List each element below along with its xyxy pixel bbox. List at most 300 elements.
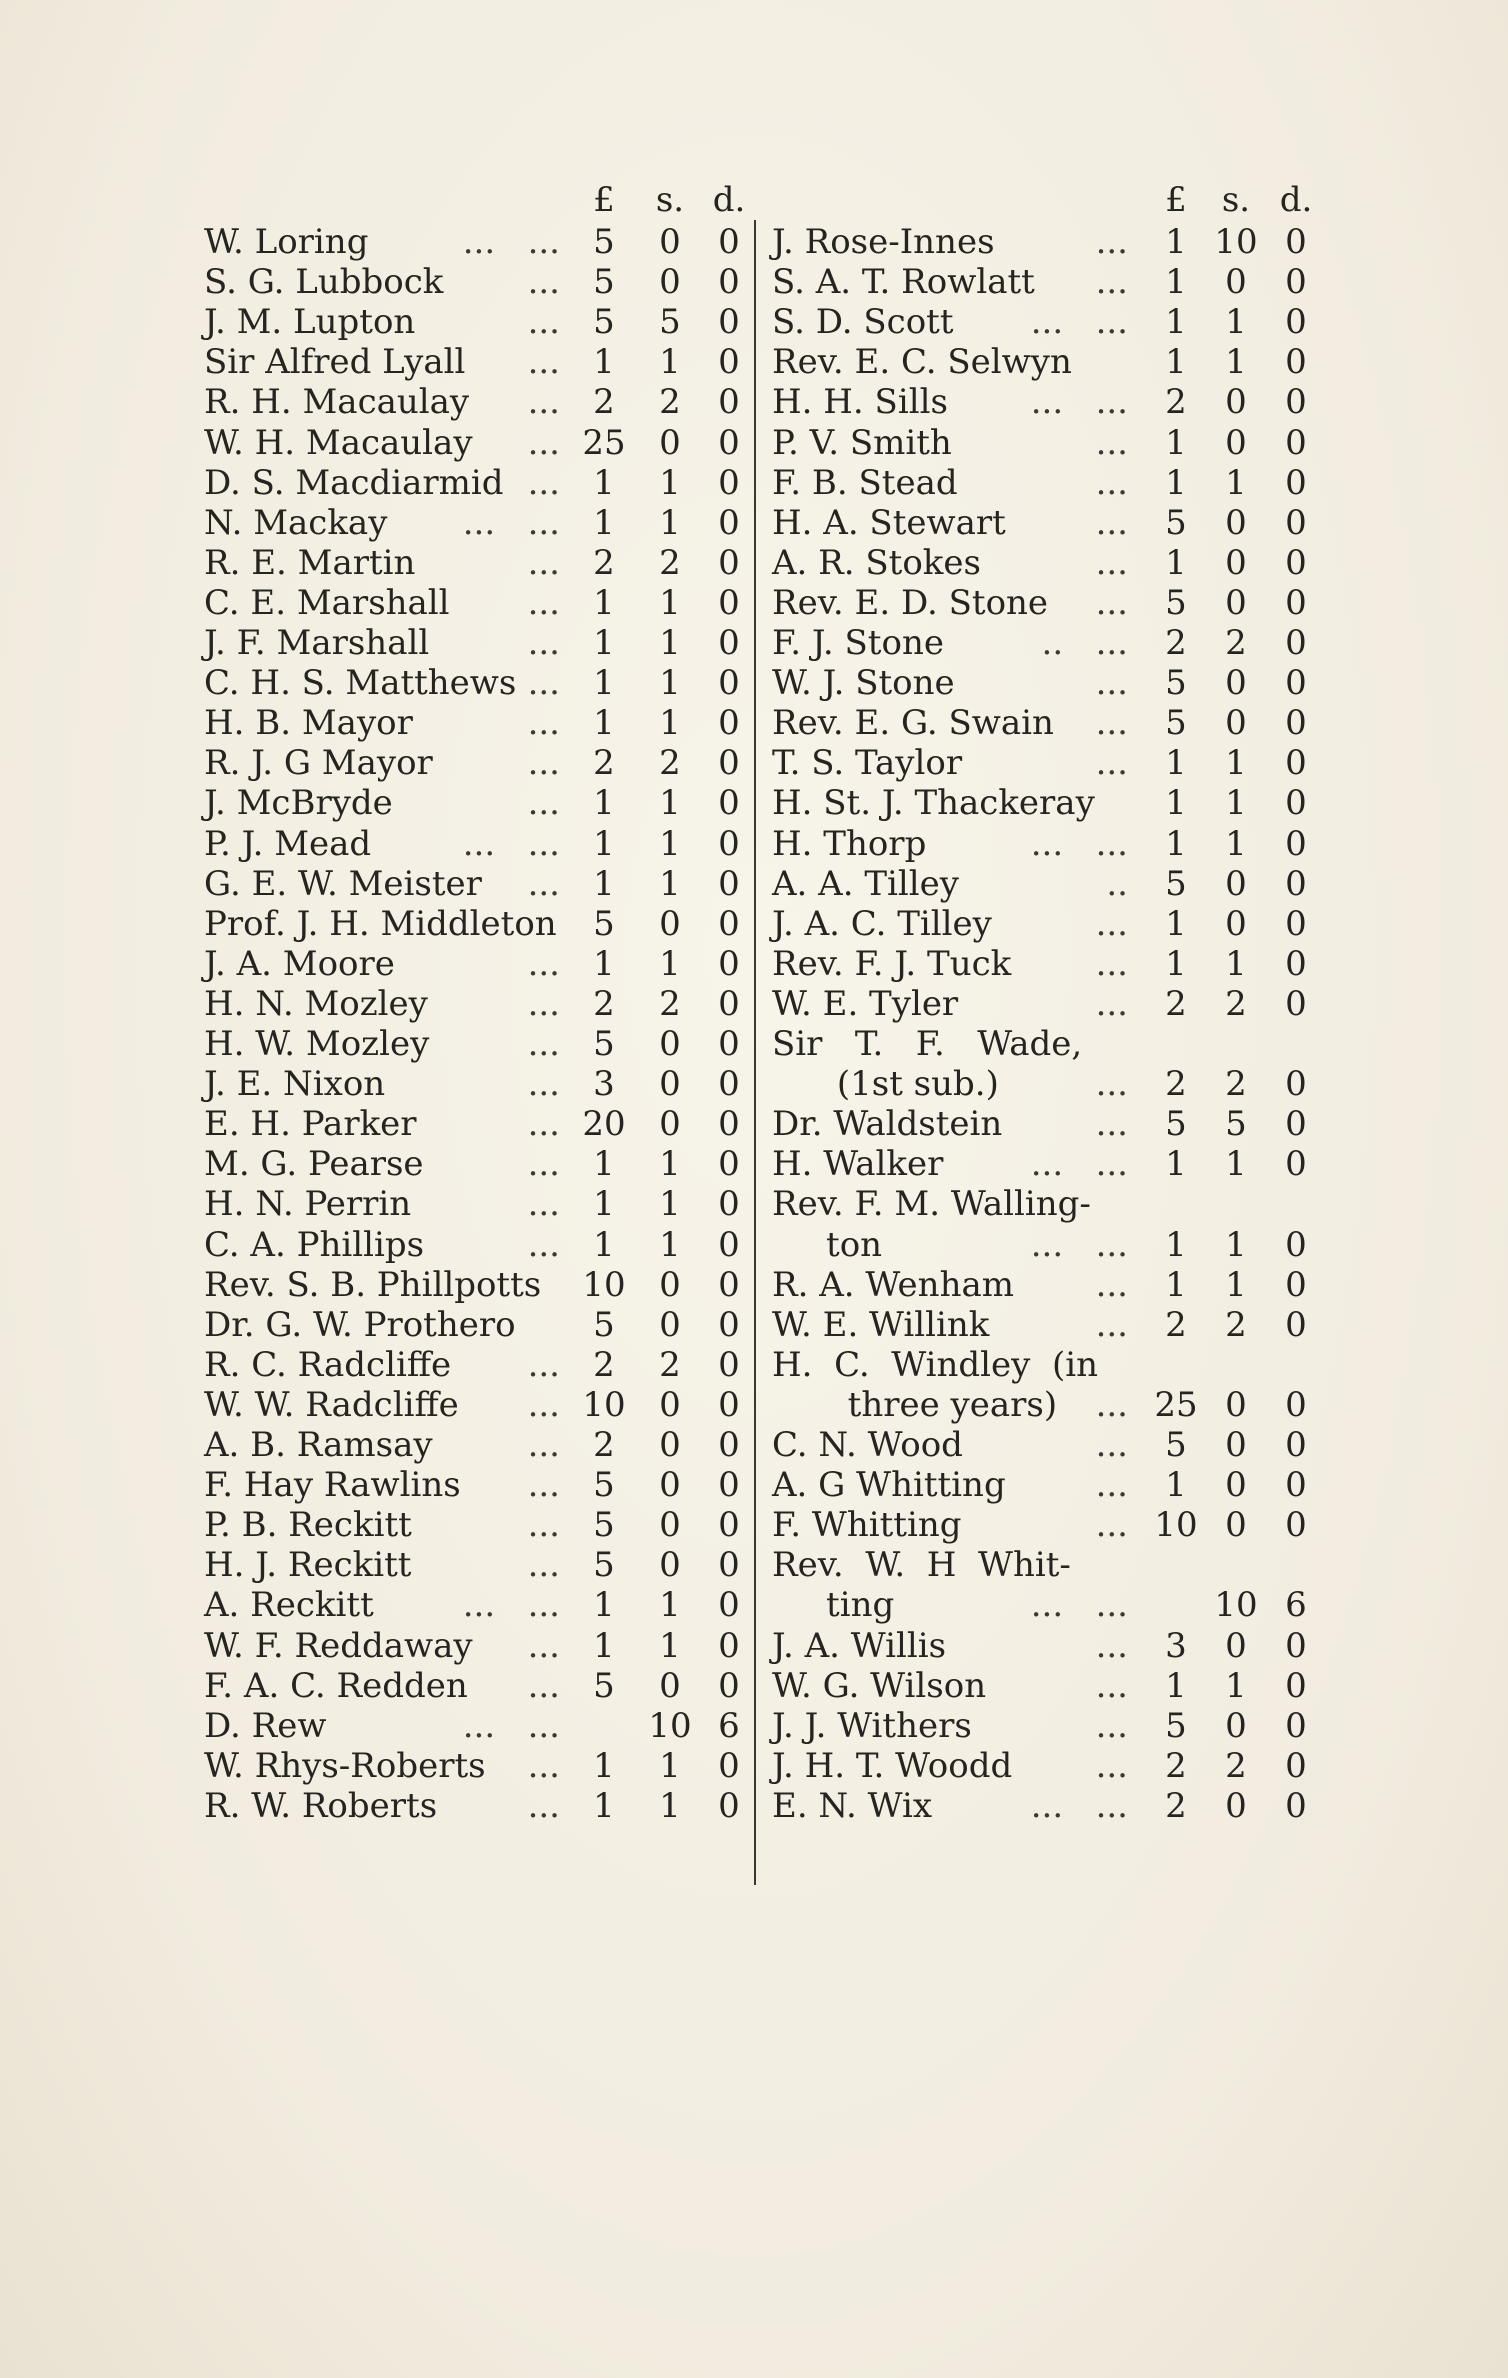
- amount-shillings: 0: [659, 1064, 681, 1105]
- amount-shillings: 0: [1225, 1705, 1247, 1746]
- leader-dots: ...: [527, 1064, 560, 1105]
- amount-shillings: 2: [659, 1344, 681, 1385]
- amount-pounds: 1: [593, 1184, 615, 1225]
- amount-pence: 0: [1285, 1625, 1307, 1666]
- amount-pence: 0: [718, 1465, 740, 1506]
- amount-pence: 0: [718, 222, 740, 262]
- subscriber-name: C. H. S. Matthews: [204, 663, 517, 704]
- amount-shillings: 1: [659, 502, 681, 543]
- amount-shillings: 10: [1214, 222, 1258, 262]
- amount-pounds: 1: [1165, 1665, 1187, 1706]
- subscriber-name: A. R. Stokes: [772, 542, 981, 583]
- leader-dots: ...: [527, 1545, 560, 1586]
- subscriber-name: H. N. Perrin: [204, 1184, 412, 1225]
- amount-shillings: 0: [659, 1545, 681, 1586]
- leader-dots: ... ...: [1030, 1224, 1128, 1265]
- amount-pounds: 2: [593, 1425, 615, 1465]
- amount-pence: 0: [718, 1585, 740, 1626]
- leader-dots: ...: [527, 1425, 560, 1465]
- amount-pounds: 5: [1165, 1425, 1187, 1465]
- amount-pence: 0: [1285, 943, 1307, 984]
- amount-pence: 0: [718, 783, 740, 824]
- amount-pounds: 1: [593, 342, 615, 383]
- amount-shillings: 0: [659, 1304, 681, 1345]
- amount-pounds: 1: [1165, 222, 1187, 262]
- amount-pence: 0: [718, 943, 740, 984]
- amount-pounds: 2: [593, 1344, 615, 1385]
- subscriber-name: J. McBryde: [204, 783, 393, 824]
- leader-dots: ...: [1095, 422, 1128, 463]
- amount-shillings: 0: [1225, 582, 1247, 623]
- amount-pence: 0: [718, 1104, 740, 1145]
- leader-dots: ...: [1095, 1064, 1128, 1105]
- amount-pence: 0: [718, 582, 740, 623]
- amount-pence: 0: [718, 1224, 740, 1265]
- subscriber-name: H. A. Stewart: [772, 502, 1006, 543]
- subscriber-name: Rev. W. H Whit-: [772, 1545, 1071, 1586]
- leader-dots: ...: [527, 983, 560, 1024]
- amount-pence: 0: [1285, 262, 1307, 303]
- leader-dots: ...: [1095, 1264, 1128, 1305]
- leader-dots: ...: [527, 703, 560, 744]
- amount-pounds: 1: [593, 703, 615, 744]
- amount-pence: 0: [718, 302, 740, 343]
- subscriber-name: R. C. Radcliffe: [204, 1344, 452, 1385]
- amount-pence: 0: [718, 983, 740, 1024]
- subscriber-name: Sir T. F. Wade,: [772, 1024, 1083, 1064]
- amount-shillings: 0: [659, 1505, 681, 1546]
- amount-shillings: 0: [1225, 703, 1247, 744]
- amount-pounds: 25: [582, 422, 626, 463]
- subscriber-name: Sir Alfred Lyall: [204, 342, 466, 383]
- amount-pounds: 1: [1165, 422, 1187, 463]
- leader-dots: ... ...: [1030, 1585, 1128, 1626]
- leader-dots: ...: [527, 542, 560, 583]
- subscriber-name: Dr. Waldstein: [772, 1104, 1003, 1145]
- amount-shillings: 0: [1225, 1384, 1247, 1425]
- subscriber-name: Rev. F. M. Walling-: [772, 1184, 1091, 1225]
- amount-pounds: 5: [593, 222, 615, 262]
- amount-pence: 0: [1285, 1785, 1307, 1826]
- amount-shillings: 2: [659, 983, 681, 1024]
- amount-shillings: 0: [1225, 663, 1247, 704]
- leader-dots: ...: [527, 1785, 560, 1826]
- amount-shillings: 0: [1225, 542, 1247, 583]
- amount-shillings: 2: [659, 382, 681, 423]
- leader-dots: ...: [1095, 222, 1128, 262]
- leader-dots: ...: [527, 1024, 560, 1064]
- amount-shillings: 0: [659, 1425, 681, 1465]
- amount-shillings: 1: [1225, 1224, 1247, 1265]
- leader-dots: ...: [527, 1224, 560, 1265]
- amount-pounds: 2: [1165, 983, 1187, 1024]
- amount-pounds: 2: [593, 542, 615, 583]
- amount-pounds: 1: [593, 502, 615, 543]
- amount-shillings: 1: [1225, 1264, 1247, 1305]
- leader-dots: ...: [1095, 262, 1128, 303]
- amount-pounds: 2: [593, 743, 615, 784]
- amount-shillings: 1: [659, 1585, 681, 1626]
- amount-shillings: 1: [659, 342, 681, 383]
- amount-pence: 0: [1285, 502, 1307, 543]
- amount-pounds: 1: [1165, 823, 1187, 864]
- amount-shillings: 1: [659, 623, 681, 663]
- subscriber-name: (1st sub.): [772, 1064, 999, 1105]
- subscriber-name: R. J. G Mayor: [204, 743, 433, 784]
- amount-pounds: 3: [593, 1064, 615, 1105]
- leader-dots: ...: [1095, 983, 1128, 1024]
- amount-pounds: 2: [1165, 1785, 1187, 1826]
- subscriber-name: W. F. Reddaway: [204, 1625, 473, 1666]
- amount-pence: 0: [718, 422, 740, 463]
- amount-shillings: 0: [659, 1665, 681, 1706]
- amount-shillings: 1: [1225, 302, 1247, 343]
- amount-pence: 0: [718, 1425, 740, 1465]
- amount-pounds: 10: [1154, 1505, 1198, 1546]
- subscriber-name: M. G. Pearse: [204, 1144, 424, 1185]
- leader-dots: ... ...: [1030, 1144, 1128, 1185]
- subscriber-name: Dr. G. W. Prothero: [204, 1304, 516, 1345]
- leader-dots: ...: [527, 1184, 560, 1225]
- subscriber-name: G. E. W. Meister: [204, 863, 482, 904]
- amount-pounds: 5: [593, 262, 615, 303]
- amount-pence: 0: [718, 1505, 740, 1546]
- leader-dots: ...: [527, 262, 560, 303]
- amount-pounds: 10: [582, 1264, 626, 1305]
- amount-pence: 0: [1285, 743, 1307, 784]
- amount-pence: 0: [1285, 582, 1307, 623]
- subscriber-name: P. B. Reckitt: [204, 1505, 412, 1546]
- amount-pounds: 5: [1165, 703, 1187, 744]
- amount-shillings: 1: [1225, 342, 1247, 383]
- amount-shillings: 1: [659, 462, 681, 503]
- amount-pence: 0: [718, 703, 740, 744]
- amount-pounds: 1: [1165, 903, 1187, 944]
- subscriber-name: A. A. Tilley: [772, 863, 959, 904]
- header-pounds: £: [593, 180, 615, 220]
- subscriber-name: F. A. C. Redden: [204, 1665, 468, 1706]
- amount-pounds: 1: [593, 623, 615, 663]
- leader-dots: .. ...: [1041, 623, 1128, 663]
- amount-pence: 0: [718, 823, 740, 864]
- amount-pounds: 1: [1165, 462, 1187, 503]
- amount-shillings: 5: [659, 302, 681, 343]
- amount-pounds: 1: [1165, 1144, 1187, 1185]
- amount-shillings: 2: [659, 542, 681, 583]
- amount-pounds: 1: [593, 1785, 615, 1826]
- amount-pence: 0: [718, 903, 740, 944]
- amount-pence: 0: [1285, 342, 1307, 383]
- amount-pence: 0: [718, 1064, 740, 1105]
- amount-shillings: 1: [659, 1144, 681, 1185]
- subscriber-name: H. N. Mozley: [204, 983, 428, 1024]
- amount-shillings: 2: [1225, 1745, 1247, 1786]
- subscriber-name: H. J. Reckitt: [204, 1545, 412, 1586]
- subscriber-name: R. A. Wenham: [772, 1264, 1014, 1305]
- amount-shillings: 1: [659, 1625, 681, 1666]
- amount-pence: 0: [1285, 542, 1307, 583]
- subscriber-name: W. E. Willink: [772, 1304, 990, 1345]
- amount-pence: 0: [1285, 222, 1307, 262]
- amount-pence: 0: [1285, 1304, 1307, 1345]
- amount-shillings: 1: [659, 663, 681, 704]
- leader-dots: ...: [527, 382, 560, 423]
- amount-shillings: 1: [659, 582, 681, 623]
- amount-pounds: 1: [1165, 943, 1187, 984]
- amount-pence: 0: [718, 1264, 740, 1305]
- amount-shillings: 1: [659, 1745, 681, 1786]
- leader-dots: ... ...: [462, 502, 560, 543]
- subscriber-name: A. G Whitting: [772, 1465, 1006, 1506]
- amount-pounds: 2: [1165, 382, 1187, 423]
- amount-pence: 0: [1285, 1064, 1307, 1105]
- amount-pence: 0: [718, 1344, 740, 1385]
- subscriber-name: Rev. E. D. Stone: [772, 582, 1049, 623]
- amount-shillings: 1: [659, 823, 681, 864]
- leader-dots: ...: [1095, 703, 1128, 744]
- amount-pounds: 1: [593, 1224, 615, 1265]
- leader-dots: ...: [1095, 1745, 1128, 1786]
- amount-shillings: 10: [1214, 1585, 1258, 1626]
- leader-dots: ... ...: [462, 222, 560, 262]
- amount-pounds: 1: [1165, 1465, 1187, 1506]
- amount-pence: 0: [718, 342, 740, 383]
- amount-pence: 0: [1285, 1745, 1307, 1786]
- amount-pounds: 1: [593, 1144, 615, 1185]
- amount-pence: 0: [1285, 863, 1307, 904]
- amount-pounds: 1: [1165, 542, 1187, 583]
- amount-shillings: 10: [648, 1705, 692, 1746]
- leader-dots: ...: [527, 422, 560, 463]
- amount-pounds: 5: [593, 1545, 615, 1586]
- amount-pence: 0: [718, 663, 740, 704]
- amount-pounds: 3: [1165, 1625, 1187, 1666]
- subscriber-name: R. H. Macaulay: [204, 382, 470, 423]
- amount-pounds: 2: [1165, 1745, 1187, 1786]
- subscriber-name: Rev. E. G. Swain: [772, 703, 1054, 744]
- amount-pence: 0: [718, 623, 740, 663]
- leader-dots: ...: [1095, 903, 1128, 944]
- leader-dots: ...: [1095, 663, 1128, 704]
- leader-dots: ...: [527, 342, 560, 383]
- amount-shillings: 0: [659, 903, 681, 944]
- subscriber-name: W. J. Stone: [772, 663, 955, 704]
- header-pence: d.: [712, 180, 746, 220]
- subscriber-name: E. H. Parker: [204, 1104, 417, 1145]
- leader-dots: ...: [527, 743, 560, 784]
- header-shillings: s.: [1221, 180, 1251, 220]
- amount-shillings: 1: [659, 863, 681, 904]
- amount-pence: 0: [1285, 1665, 1307, 1706]
- leader-dots: ...: [1095, 743, 1128, 784]
- subscriber-name: R. W. Roberts: [204, 1785, 438, 1826]
- amount-shillings: 0: [1225, 1505, 1247, 1546]
- amount-pence: 0: [718, 502, 740, 543]
- amount-shillings: 1: [1225, 783, 1247, 824]
- subscriber-name: J. M. Lupton: [204, 302, 416, 343]
- subscriber-name: ton: [772, 1224, 883, 1265]
- leader-dots: ...: [1095, 1625, 1128, 1666]
- leader-dots: ... ...: [1030, 823, 1128, 864]
- leader-dots: ...: [527, 863, 560, 904]
- leader-dots: ...: [527, 1144, 560, 1185]
- amount-pence: 0: [1285, 1465, 1307, 1506]
- subscriber-name: Rev. E. C. Selwyn: [772, 342, 1072, 383]
- subscriber-name: W. G. Wilson: [772, 1665, 987, 1706]
- amount-pence: 0: [1285, 422, 1307, 463]
- amount-pence: 0: [1285, 903, 1307, 944]
- leader-dots: ... ...: [1030, 382, 1128, 423]
- amount-shillings: 0: [659, 1384, 681, 1425]
- leader-dots: ...: [1095, 582, 1128, 623]
- leader-dots: ...: [527, 1505, 560, 1546]
- amount-pounds: 25: [1154, 1384, 1198, 1425]
- amount-shillings: 1: [659, 783, 681, 824]
- amount-pounds: 2: [1165, 1064, 1187, 1105]
- leader-dots: ... ...: [1030, 302, 1128, 343]
- amount-shillings: 2: [1225, 1304, 1247, 1345]
- leader-dots: ...: [1095, 1304, 1128, 1345]
- leader-dots: ...: [1095, 1104, 1128, 1145]
- leader-dots: ...: [527, 1384, 560, 1425]
- amount-shillings: 1: [659, 1224, 681, 1265]
- leader-dots: ...: [527, 302, 560, 343]
- subscriber-name: N. Mackay: [204, 502, 388, 543]
- subscriber-name: ting: [772, 1585, 895, 1626]
- subscriber-name: J. A. Moore: [204, 943, 395, 984]
- amount-pounds: 10: [582, 1384, 626, 1425]
- subscriber-name: J. E. Nixon: [204, 1064, 386, 1105]
- leader-dots: ...: [527, 1465, 560, 1506]
- subscriber-name: F. Hay Rawlins: [204, 1465, 461, 1506]
- amount-pence: 0: [718, 1665, 740, 1706]
- subscriber-name: C. E. Marshall: [204, 582, 450, 623]
- leader-dots: ...: [527, 943, 560, 984]
- amount-pounds: 1: [1165, 262, 1187, 303]
- leader-dots: ...: [527, 783, 560, 824]
- leader-dots: ...: [1095, 502, 1128, 543]
- amount-pounds: 1: [1165, 342, 1187, 383]
- amount-pence: 0: [1285, 1384, 1307, 1425]
- leader-dots: ...: [1095, 943, 1128, 984]
- leader-dots: ...: [1095, 542, 1128, 583]
- amount-shillings: 0: [659, 1024, 681, 1064]
- amount-pence: 0: [718, 262, 740, 303]
- amount-pence: 0: [718, 1384, 740, 1425]
- subscriber-name: three years): [772, 1384, 1058, 1425]
- amount-pence: 0: [718, 1785, 740, 1826]
- leader-dots: ...: [527, 623, 560, 663]
- amount-pounds: 5: [593, 1505, 615, 1546]
- amount-shillings: 0: [1225, 502, 1247, 543]
- amount-shillings: 2: [1225, 1064, 1247, 1105]
- subscriber-name: Rev. S. B. Phillpotts: [204, 1264, 542, 1305]
- subscriber-name: P. V. Smith: [772, 422, 952, 463]
- amount-pounds: 1: [593, 462, 615, 503]
- leader-dots: ...: [1095, 1465, 1128, 1506]
- amount-pounds: 1: [1165, 1264, 1187, 1305]
- amount-shillings: 2: [1225, 983, 1247, 1024]
- amount-pounds: 1: [593, 663, 615, 704]
- amount-pounds: 5: [593, 1465, 615, 1506]
- leader-dots: ... ...: [462, 1585, 560, 1626]
- subscriber-name: W. Loring: [204, 222, 369, 262]
- amount-pounds: 1: [593, 863, 615, 904]
- amount-pounds: 1: [593, 783, 615, 824]
- amount-pence: 0: [718, 542, 740, 583]
- amount-pence: 0: [1285, 623, 1307, 663]
- leader-dots: ...: [527, 462, 560, 503]
- amount-pounds: 1: [1165, 302, 1187, 343]
- amount-shillings: 1: [659, 943, 681, 984]
- amount-pounds: 1: [1165, 1224, 1187, 1265]
- leader-dots: ...: [527, 1104, 560, 1145]
- amount-shillings: 1: [659, 1785, 681, 1826]
- subscriber-name: S. D. Scott: [772, 302, 954, 343]
- subscriber-name: J. F. Marshall: [204, 623, 430, 663]
- amount-pence: 0: [1285, 1505, 1307, 1546]
- amount-shillings: 0: [659, 222, 681, 262]
- subscriber-name: W. W. Radcliffe: [204, 1384, 459, 1425]
- amount-pounds: 1: [593, 1745, 615, 1786]
- amount-pence: 0: [718, 1625, 740, 1666]
- amount-pounds: 5: [593, 1665, 615, 1706]
- amount-pence: 0: [1285, 1264, 1307, 1305]
- leader-dots: ...: [527, 1665, 560, 1706]
- subscriber-name: W. Rhys-Roberts: [204, 1745, 486, 1786]
- subscriber-name: S. G. Lubbock: [204, 262, 444, 303]
- amount-shillings: 0: [1225, 422, 1247, 463]
- amount-shillings: 5: [1225, 1104, 1247, 1145]
- subscriber-name: D. S. Macdiarmid: [204, 462, 504, 503]
- amount-shillings: 0: [1225, 863, 1247, 904]
- amount-pence: 0: [1285, 823, 1307, 864]
- amount-pence: 0: [718, 1545, 740, 1586]
- amount-pence: 0: [1285, 663, 1307, 704]
- amount-pence: 0: [1285, 1705, 1307, 1746]
- amount-pence: 0: [1285, 1224, 1307, 1265]
- amount-pounds: 5: [593, 1304, 615, 1345]
- amount-pence: 0: [718, 462, 740, 503]
- amount-shillings: 1: [659, 703, 681, 744]
- header-pence: d.: [1279, 180, 1313, 220]
- amount-pence: 0: [718, 1745, 740, 1786]
- leader-dots: ...: [1095, 1505, 1128, 1546]
- amount-shillings: 0: [659, 1264, 681, 1305]
- header-shillings: s.: [655, 180, 685, 220]
- amount-pounds: 1: [1165, 743, 1187, 784]
- amount-pence: 0: [718, 1184, 740, 1225]
- header-pounds: £: [1165, 180, 1187, 220]
- amount-shillings: 1: [1225, 943, 1247, 984]
- amount-shillings: 1: [1225, 1665, 1247, 1706]
- subscriber-name: H. Walker: [772, 1144, 944, 1185]
- amount-pounds: 5: [593, 302, 615, 343]
- amount-pence: 0: [1285, 703, 1307, 744]
- amount-pence: 0: [1285, 1425, 1307, 1465]
- subscriber-name: Rev. F. J. Tuck: [772, 943, 1012, 984]
- leader-dots: ...: [527, 663, 560, 704]
- amount-shillings: 0: [659, 1104, 681, 1145]
- amount-shillings: 0: [1225, 903, 1247, 944]
- subscriber-name: A. B. Ramsay: [204, 1425, 433, 1465]
- amount-shillings: 1: [1225, 1144, 1247, 1185]
- amount-pounds: 5: [1165, 502, 1187, 543]
- leader-dots: ..: [1106, 863, 1128, 904]
- amount-shillings: 2: [1225, 623, 1247, 663]
- subscriber-name: E. N. Wix: [772, 1785, 933, 1826]
- amount-pounds: 2: [593, 382, 615, 423]
